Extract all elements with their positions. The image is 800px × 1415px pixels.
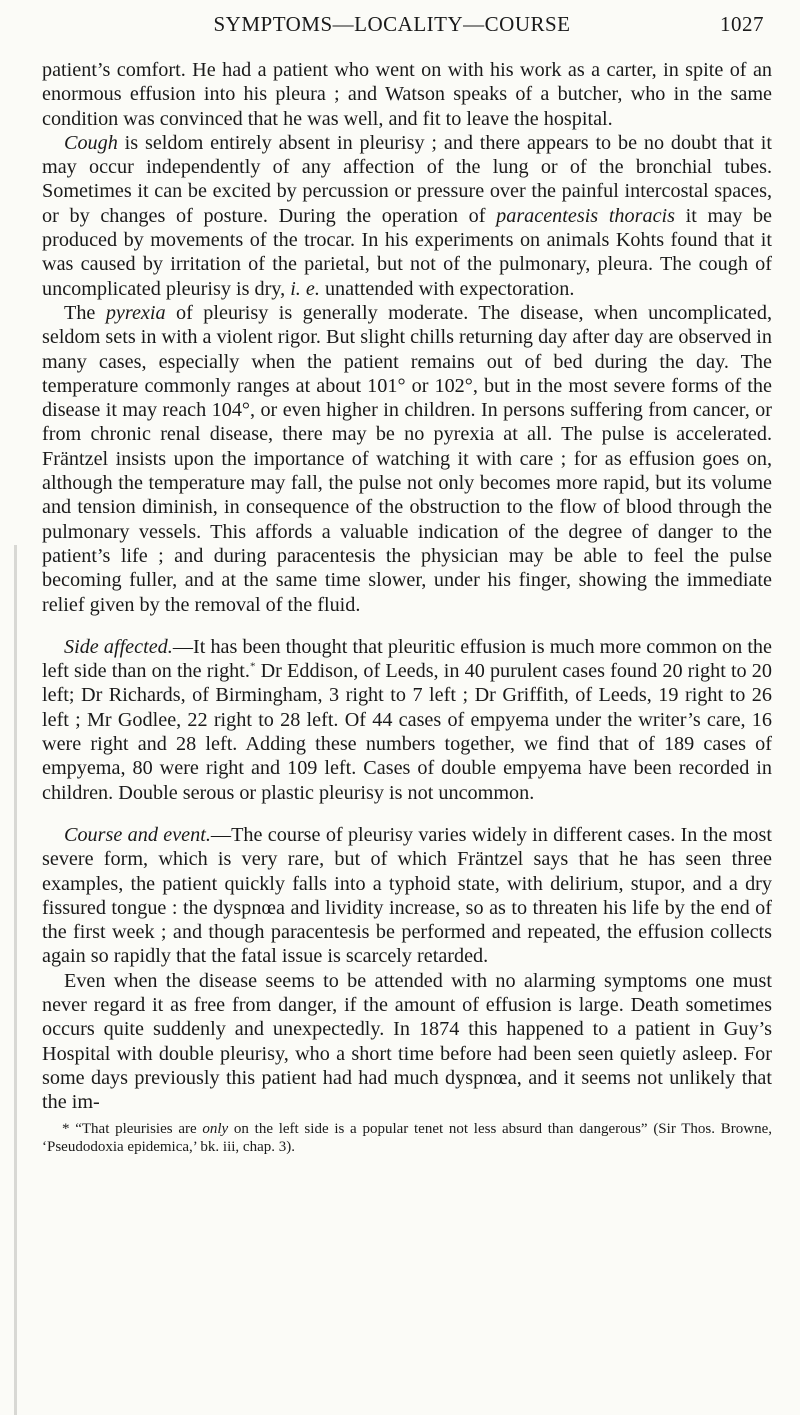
text-run: it may be produced by movements of the trocar. In his experiments on animals Kohts found that it was caused by irritation of the parietal, but not of the pulmonary, pleura. The cough of uncomplicated pleurisy is dry, <box>42 204 772 300</box>
italic-text: pyrexia <box>105 301 166 324</box>
body-text <box>42 58 772 1156</box>
page-edge-shadow <box>14 545 17 1415</box>
paragraph-even-when <box>42 969 772 1115</box>
italic-text: Course and event. <box>64 823 211 846</box>
text-run: —The course of pleurisy varies widely in different cases. In the most severe form, which is very rare, but of which Fräntzel says that he has seen three examples, the patient quickly falls into a typhoid state, with delirium, stupor, and a dry fissured tongue : the dyspnœa and lividity increase, so as to threaten his life by the end of the first week ; and though paracentesis be performed and repeated, the effusion collects again so rapidly that the fatal issue is scarcely retarded. <box>42 823 772 968</box>
text-run: patient’s comfort. He had a patient who went on with his work as a carter, in spite of an enormous effusion into his pleura ; and Watson speaks of a butcher, who in the same condition was convinced that he was well, and fit to leave the hospital. <box>42 59 772 130</box>
text-run: of pleurisy is generally moderate. The disease, when uncomplicated, seldom sets in with a violent rigor. But slight chills returning day after day are observed in many cases, especially when the patient remains out of bed during the day. The temperature commonly ranges at about 101° or 102°, but in the most severe forms of the disease it may reach 104°, or even higher in children. In persons suffering from cancer, or from chronic renal disease, there may be no pyrexia at all. The pulse is accelerated. Fräntzel insists upon the importance of watching it with care ; for as effusion goes on, although the temperature may fall, the pulse not only becomes more rapid, but its volume and tension diminish, in consequence of the obstruction to the flow of blood through the pulmonary vessels. This affords a valuable indication of the degree of danger to the patient’s life ; and during paracentesis the physician may be able to feel the pulse becoming fuller, and at the same time slower, under his finger, showing the immediate relief given by the removal of the fluid. <box>42 301 772 616</box>
italic-text: i. e. <box>290 277 320 300</box>
paragraph-continuation <box>42 58 772 131</box>
text-run: Dr Eddison, of Leeds, in 40 purulent cases found 20 right to 20 left; Dr Richards, of Birmingham, 3 right to 7 left ; Dr Griffith, of Leeds, 19 right to 26 left ; Mr Godlee, 22 right to 28 left. Of 44 cases of empyema under the writer’s care, 16 were right and 28 left. Adding these numbers together, we find that of 189 cases of empyema, 80 were right and 109 left. Cases of double empyema have been recorded in children. Double serous or plastic pleurisy is not uncommon. <box>42 660 772 804</box>
italic-text: paracentesis thoracis <box>496 204 675 227</box>
paragraph-course-and-event <box>42 823 772 969</box>
footnote <box>42 1120 772 1156</box>
italic-text: Cough <box>64 131 118 154</box>
running-head <box>42 0 772 58</box>
italic-text: Side affected. <box>64 635 173 658</box>
text-run: —It has been thought that pleuritic effusion is much more common on the left side than on the right. <box>42 635 772 683</box>
text-run: on the left side is a popular tenet not less absurd than dangerous” (Sir Thos. Browne, ‘Pseudodoxia epidemica,’ bk. iii, chap. 3). <box>42 1121 772 1156</box>
book-page <box>42 0 772 1156</box>
footnote-marker: * <box>249 660 256 673</box>
italic-text: only <box>202 1121 229 1138</box>
page-number: 1027 <box>720 12 764 36</box>
text-run: Even when the disease seems to be attended with no alarming symptoms one must never regard it as free from danger, if the amount of effusion is large. Death sometimes occurs quite suddenly and unexpectedly. In 1874 this happened to a patient in Guy’s Hospital with double pleurisy, who a short time before had been seen quietly asleep. For some days previously this patient had had much dyspnœa, and it seems not unlikely that the im- <box>42 969 772 1114</box>
text-run: is seldom entirely absent in pleurisy ; and there appears to be no doubt that it may occur independently of any affection of the lung or of the bronchial tubes. Sometimes it can be excited by percussion or pressure over the painful intercostal spaces, or by changes of posture. During the operation of <box>42 131 772 227</box>
paragraph-pyrexia <box>42 301 772 617</box>
text-run: unattended with expectoration. <box>319 277 575 300</box>
paragraph-side-affected <box>42 635 772 805</box>
running-title: SYMPTOMS—LOCALITY—COURSE <box>213 12 571 36</box>
text-run: * “That pleurisies are <box>62 1121 203 1138</box>
paragraph-cough <box>42 131 772 301</box>
text-run: The <box>64 301 106 324</box>
